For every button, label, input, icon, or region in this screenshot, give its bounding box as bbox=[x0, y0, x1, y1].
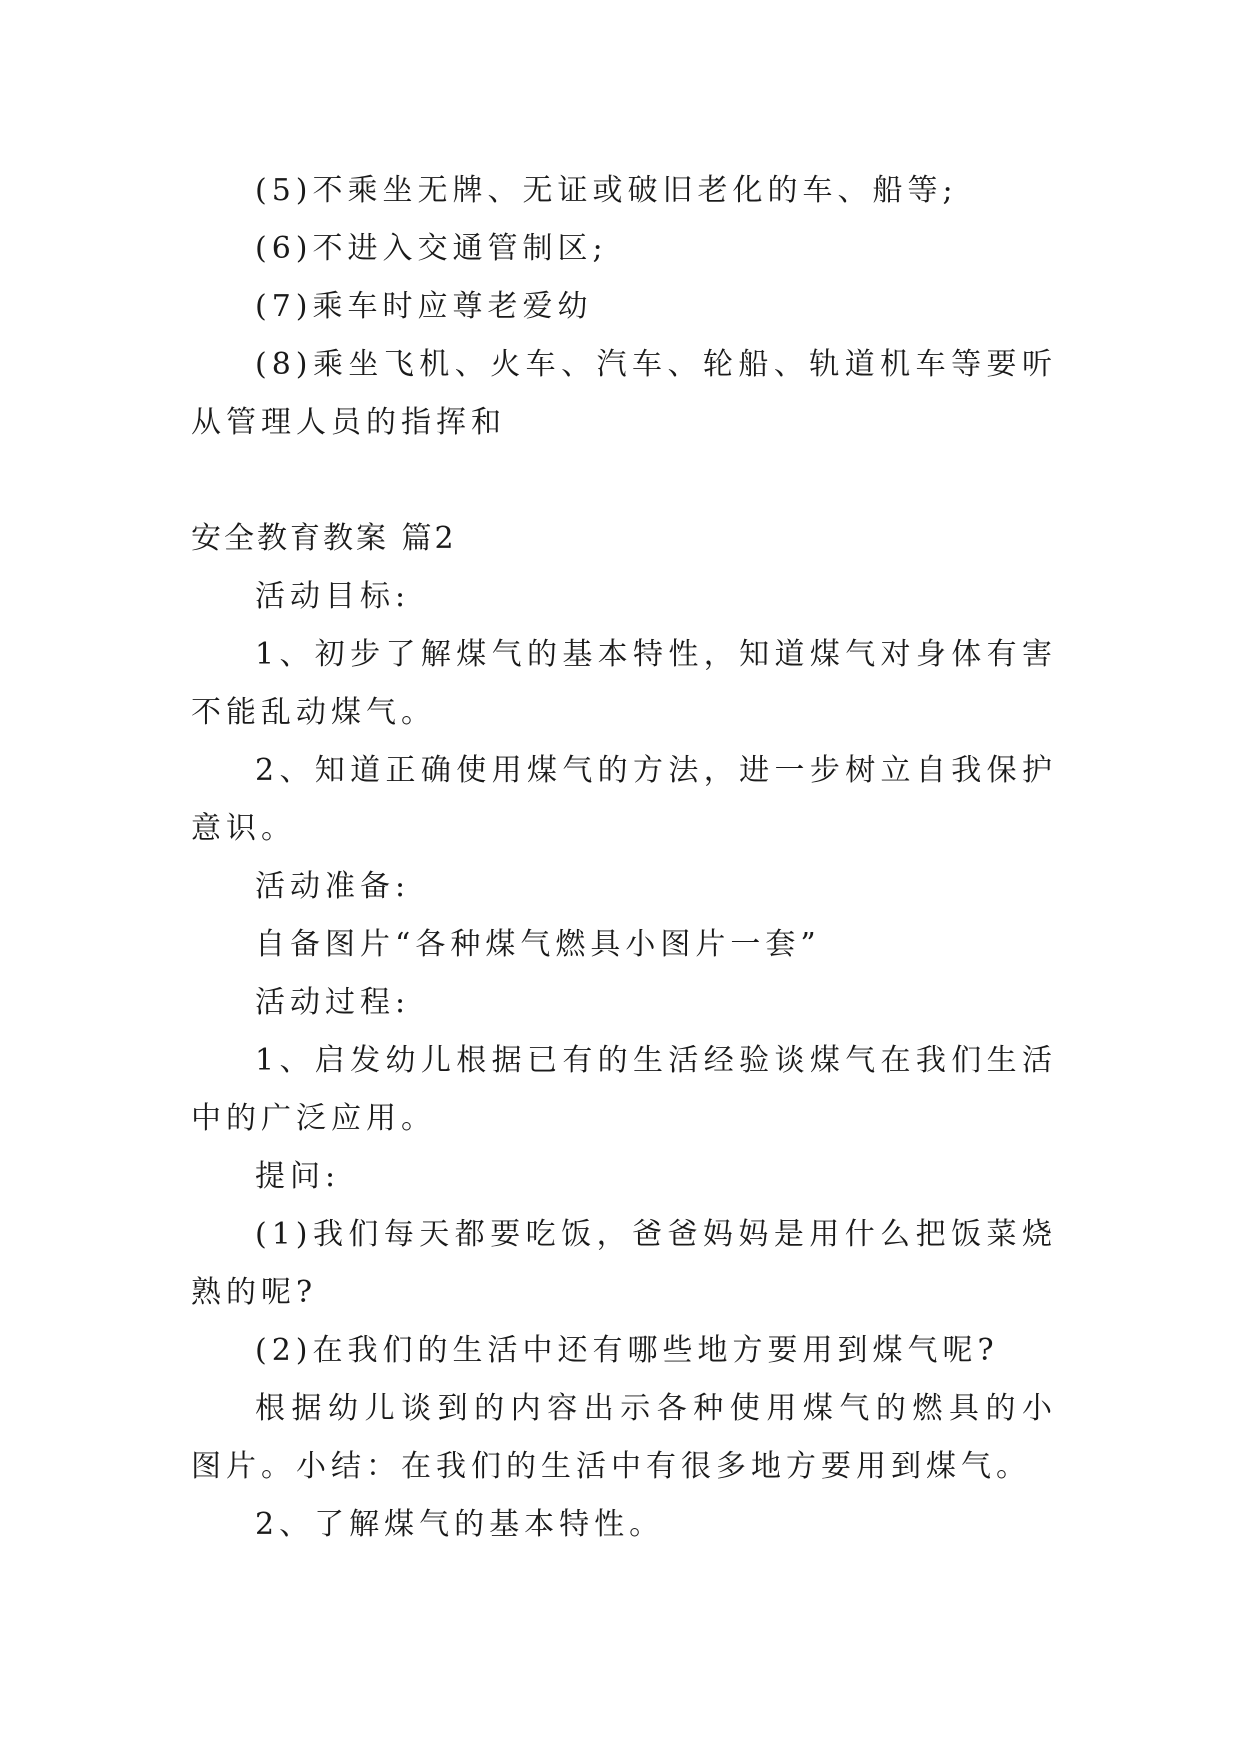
paragraph-item-6: (6)不进入交通管制区; bbox=[255, 231, 608, 266]
heading-activity-goals: 活动目标: bbox=[255, 579, 411, 614]
goal-item-1: 1、初步了解煤气的基本特性，知道煤气对身体有害不能乱动煤气。 bbox=[191, 637, 1057, 730]
heading-activity-preparation: 活动准备: bbox=[255, 869, 411, 904]
preparation-text: 自备图片“各种煤气燃具小图片一套” bbox=[255, 927, 821, 962]
document-body bbox=[191, 162, 1057, 1554]
goal-item-2: 2、知道正确使用煤气的方法，进一步树立自我保护意识。 bbox=[191, 753, 1057, 846]
paragraph-item-5: (5)不乘坐无牌、无证或破旧老化的车、船等; bbox=[255, 173, 958, 208]
process-step-1: 1、启发幼儿根据已有的生活经验谈煤气在我们生活中的广泛应用。 bbox=[191, 1043, 1057, 1136]
paragraph-item-8: (8)乘坐飞机、火车、汽车、轮船、轨道机车等要听从管理人员的指挥和 bbox=[191, 347, 1057, 440]
heading-activity-process: 活动过程: bbox=[255, 985, 411, 1020]
summary-text: 根据幼儿谈到的内容出示各种使用煤气的燃具的小图片。小结：在我们的生活中有很多地方要用到煤气。 bbox=[191, 1391, 1057, 1484]
section-title: 安全教育教案 篇2 bbox=[191, 521, 457, 556]
question-item-1: (1)我们每天都要吃饭，爸爸妈妈是用什么把饭菜烧熟的呢? bbox=[191, 1217, 1057, 1310]
paragraph-item-7: (7)乘车时应尊老爱幼 bbox=[255, 289, 593, 324]
process-step-2: 2、了解煤气的基本特性。 bbox=[255, 1507, 665, 1542]
question-item-2: (2)在我们的生活中还有哪些地方要用到煤气呢? bbox=[255, 1333, 999, 1368]
heading-questions: 提问: bbox=[255, 1159, 341, 1194]
